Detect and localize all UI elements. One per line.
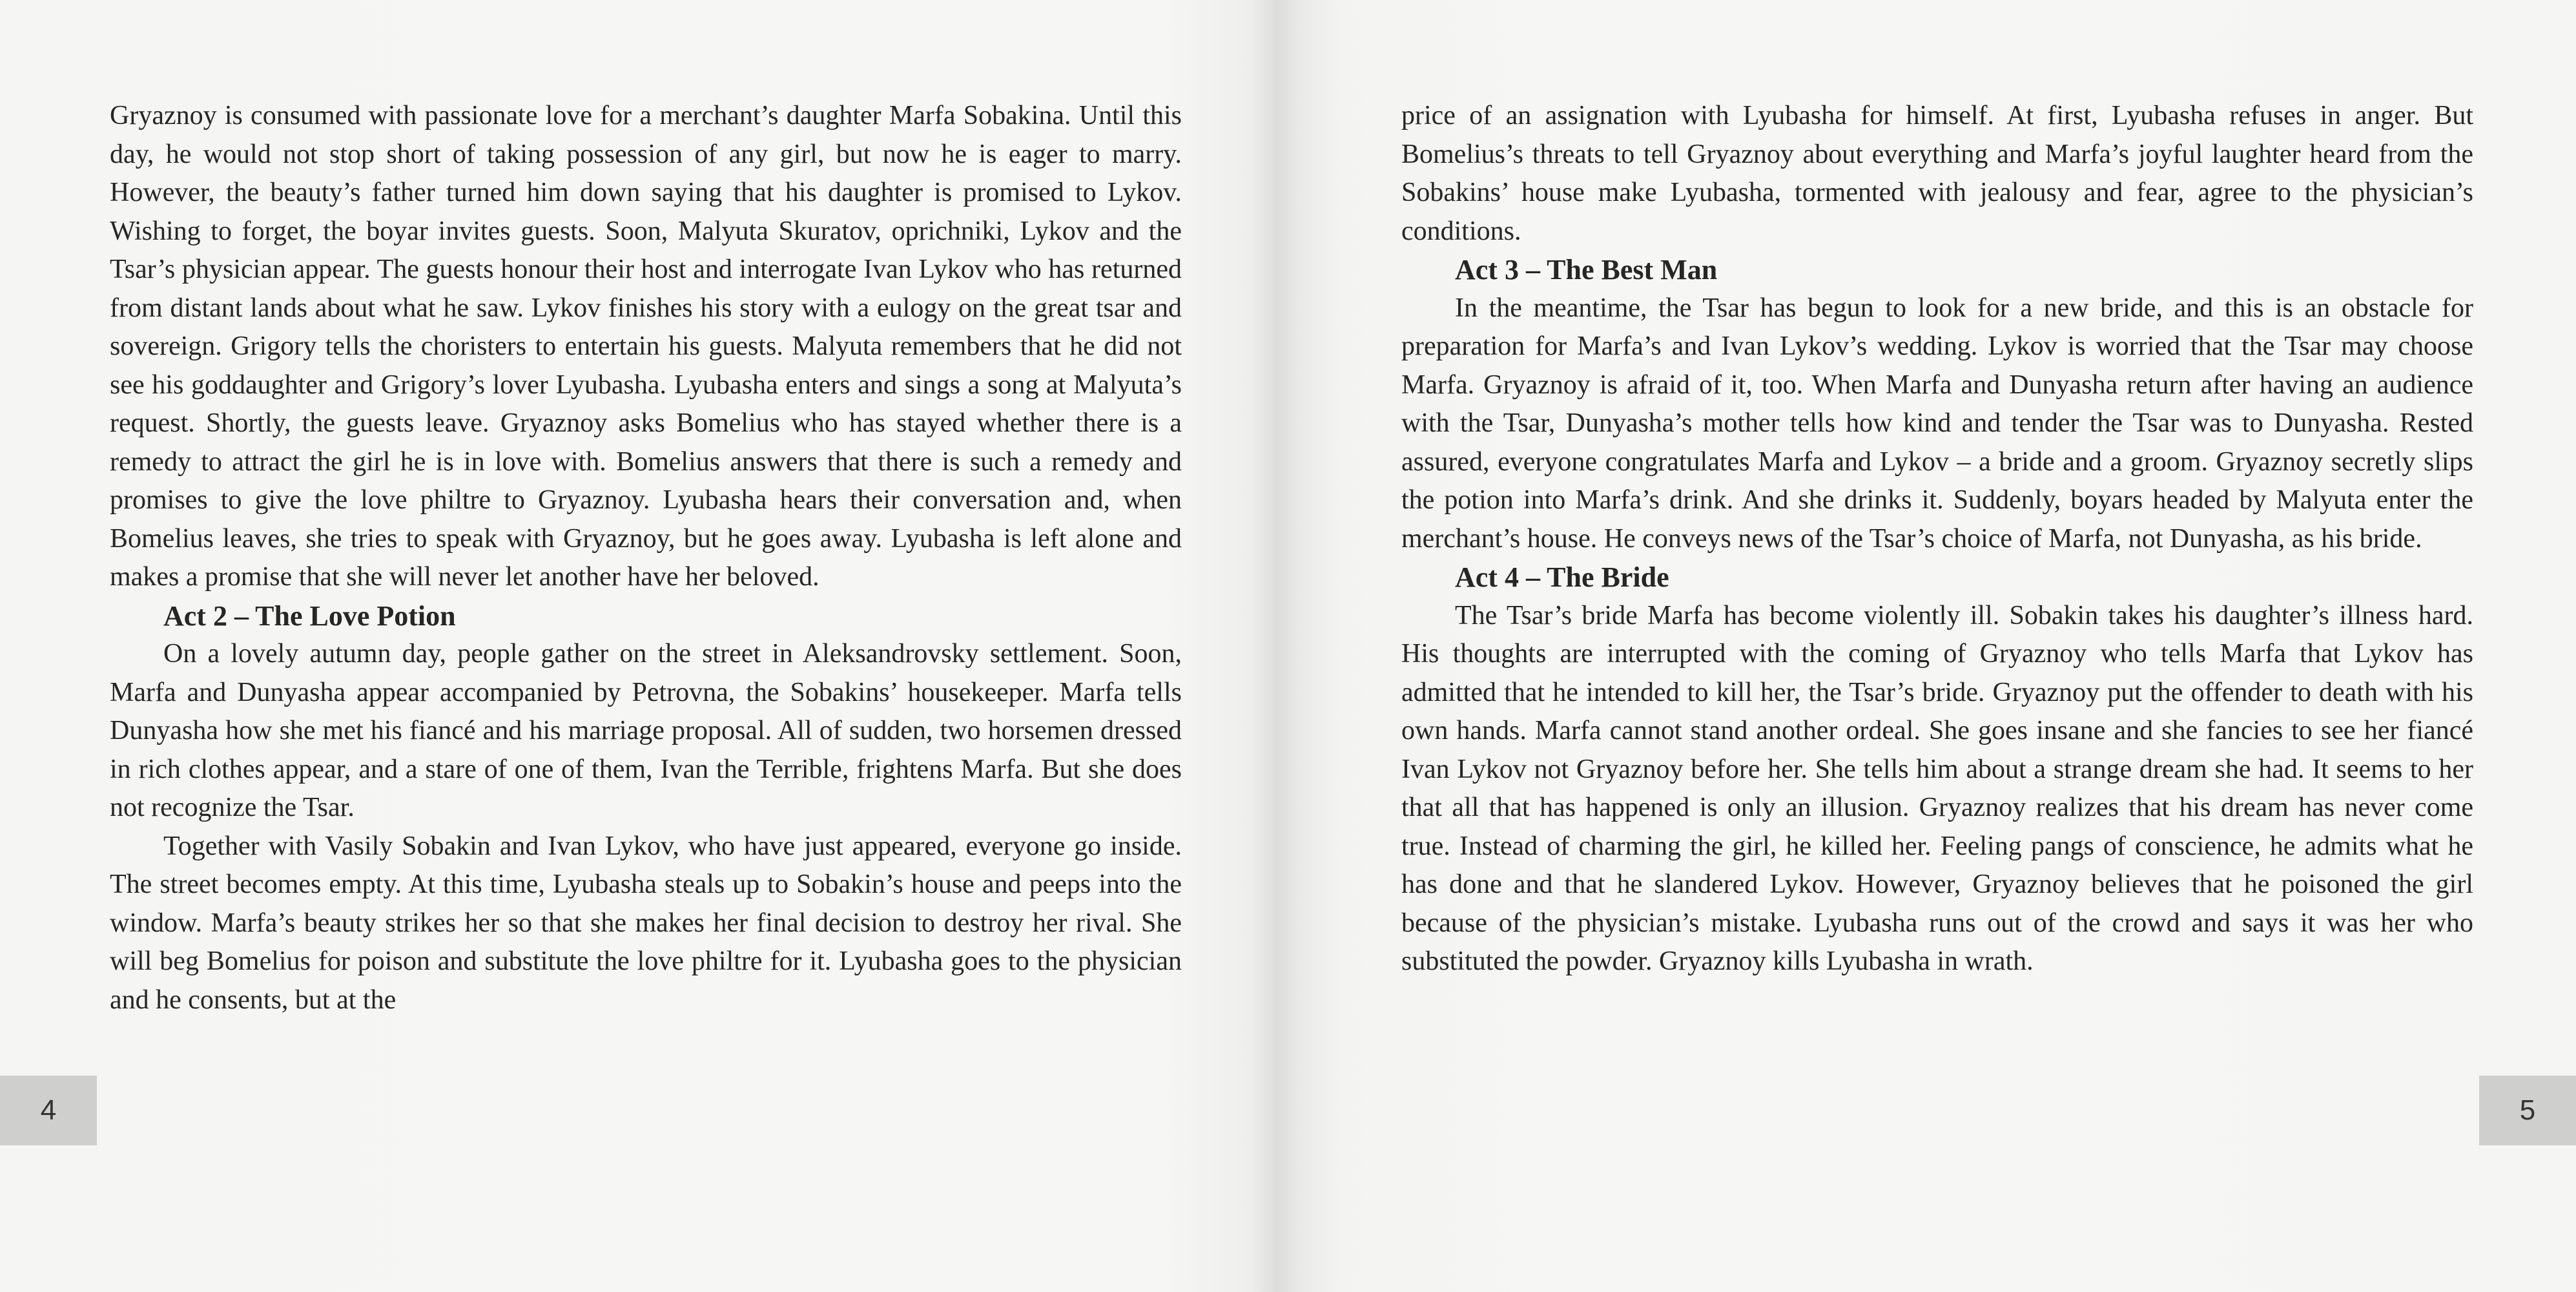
right-page	[1401, 97, 2473, 981]
act-heading: Act 3 – The Best Man	[1455, 254, 1718, 286]
page-number: 5	[2519, 1094, 2536, 1126]
synopsis-paragraph: Gryaznoy is consumed with passionate love for a merchant’s daughter Marfa Sobakina. Until this day, he would not stop short of taking possession of any girl, but now he is eager to marry. However, the beauty’s father turned him down saying that his daughter is promised to Lykov. Wishing to forget, the boyar invites guests. Soon, Malyuta Skuratov, oprichniki, Lykov and the Tsar’s physician appear. The guests honour their host and interrogate Ivan Lykov who has returned from distant lands about what he saw. Lykov finishes his story with a eulogy on the great tsar and sovereign. Grigory tells the choristers to entertain his guests. Malyuta remembers that he did not see his goddaughter and Grigory’s lover Lyubasha. Lyubasha enters and sings a song at Malyuta’s request. Shortly, the guests leave. Gryaznoy asks Bomelius who has stayed whether there is a remedy to attract the girl he is in love with. Bomelius answers that there is such a remedy and promises to give the love philtre to Gryaznoy. Lyubasha hears their conversation and, when Bomelius leaves, she tries to speak with Gryaznoy, but he goes away. Lyubasha is left alone and makes a promise that she will never let another have her beloved.	[110, 101, 1182, 592]
act-heading: Act 2 – The Love Potion	[163, 599, 456, 632]
synopsis-paragraph: On a lovely autumn day, people gather on the street in Aleksandrovsky settlement. Soon, Marfa and Dunyasha appear accompanied by Petrovna, the Sobakins’ housekeeper. Marfa tells Dunyasha how she met his fiancé and his marriage proposal. All of sudden, two horsemen dressed in rich clothes appear, and a stare of one of them, Ivan the Terrible, frightens Marfa. But she does not recognize the Tsar.	[110, 639, 1182, 822]
page-number: 4	[40, 1094, 57, 1126]
synopsis-paragraph: price of an assignation with Lyubasha for himself. At first, Lyubasha refuses in anger. But Bomelius’s threats to tell Gryaznoy about everything and Marfa’s joyful laughter heard from the Sobakins’ house make Lyubasha, tormented with jealousy and fear, agree to the physician’s conditions.	[1401, 101, 2473, 246]
synopsis-paragraph: Together with Vasily Sobakin and Ivan Lykov, who have just appeared, everyone go inside. The street becomes empty. At this time, Lyubasha steals up to Sobakin’s house and peeps into the window. Marfa’s beauty strikes her so that she makes her final decision to destroy her rival. She will beg Bomelius for poison and substitute the love philtre for it. Lyubasha goes to the physician and he consents, but at the	[110, 831, 1182, 1015]
page-number-tab	[0, 1076, 97, 1145]
synopsis-paragraph: The Tsar’s bride Marfa has become violently ill. Sobakin takes his daughter’s illness hard. His thoughts are interrupted with the coming of Gryaznoy who tells Marfa that Lykov has admitted that he intended to kill her, the Tsar’s bride. Gryaznoy put the offender to death with his own hands. Marfa cannot stand another ordeal. She goes insane and she fancies to see her fiancé Ivan Lykov not Gryaznoy before her. She tells him about a strange dream she had. It seems to her that all that has happened is only an illusion. Gryaznoy realizes that his dream has never come true. Instead of charming the girl, he killed her. Feeling pangs of conscience, he admits what he has done and that he slandered Lykov. However, Gryaznoy believes that he poisoned the girl because of the physician’s mistake. Lyubasha runs out of the crowd and says it was her who substituted the powder. Gryaznoy kills Lyubasha in wrath.	[1401, 600, 2473, 976]
act-heading: Act 4 – The Bride	[1455, 561, 1669, 593]
synopsis-paragraph: In the meantime, the Tsar has begun to look for a new bride, and this is an obstacle for preparation for Marfa’s and Ivan Lykov’s wedding. Lykov is worried that the Tsar may choose Marfa. Gryaznoy is afraid of it, too. When Marfa and Dunyasha return after having an audience with the Tsar, Dunyasha’s mother tells how kind and tender the Tsar was to Dunyasha. Rested assured, everyone congratulates Marfa and Lykov – a bride and a groom. Gryaznoy secretly slips the potion into Marfa’s drink. And she drinks it. Suddenly, boyars headed by Malyuta enter the merchant’s house. He conveys news of the Tsar’s choice of Marfa, not Dunyasha, as his bride.	[1401, 293, 2473, 554]
left-page	[110, 97, 1182, 1019]
page-number-tab	[2479, 1076, 2576, 1145]
